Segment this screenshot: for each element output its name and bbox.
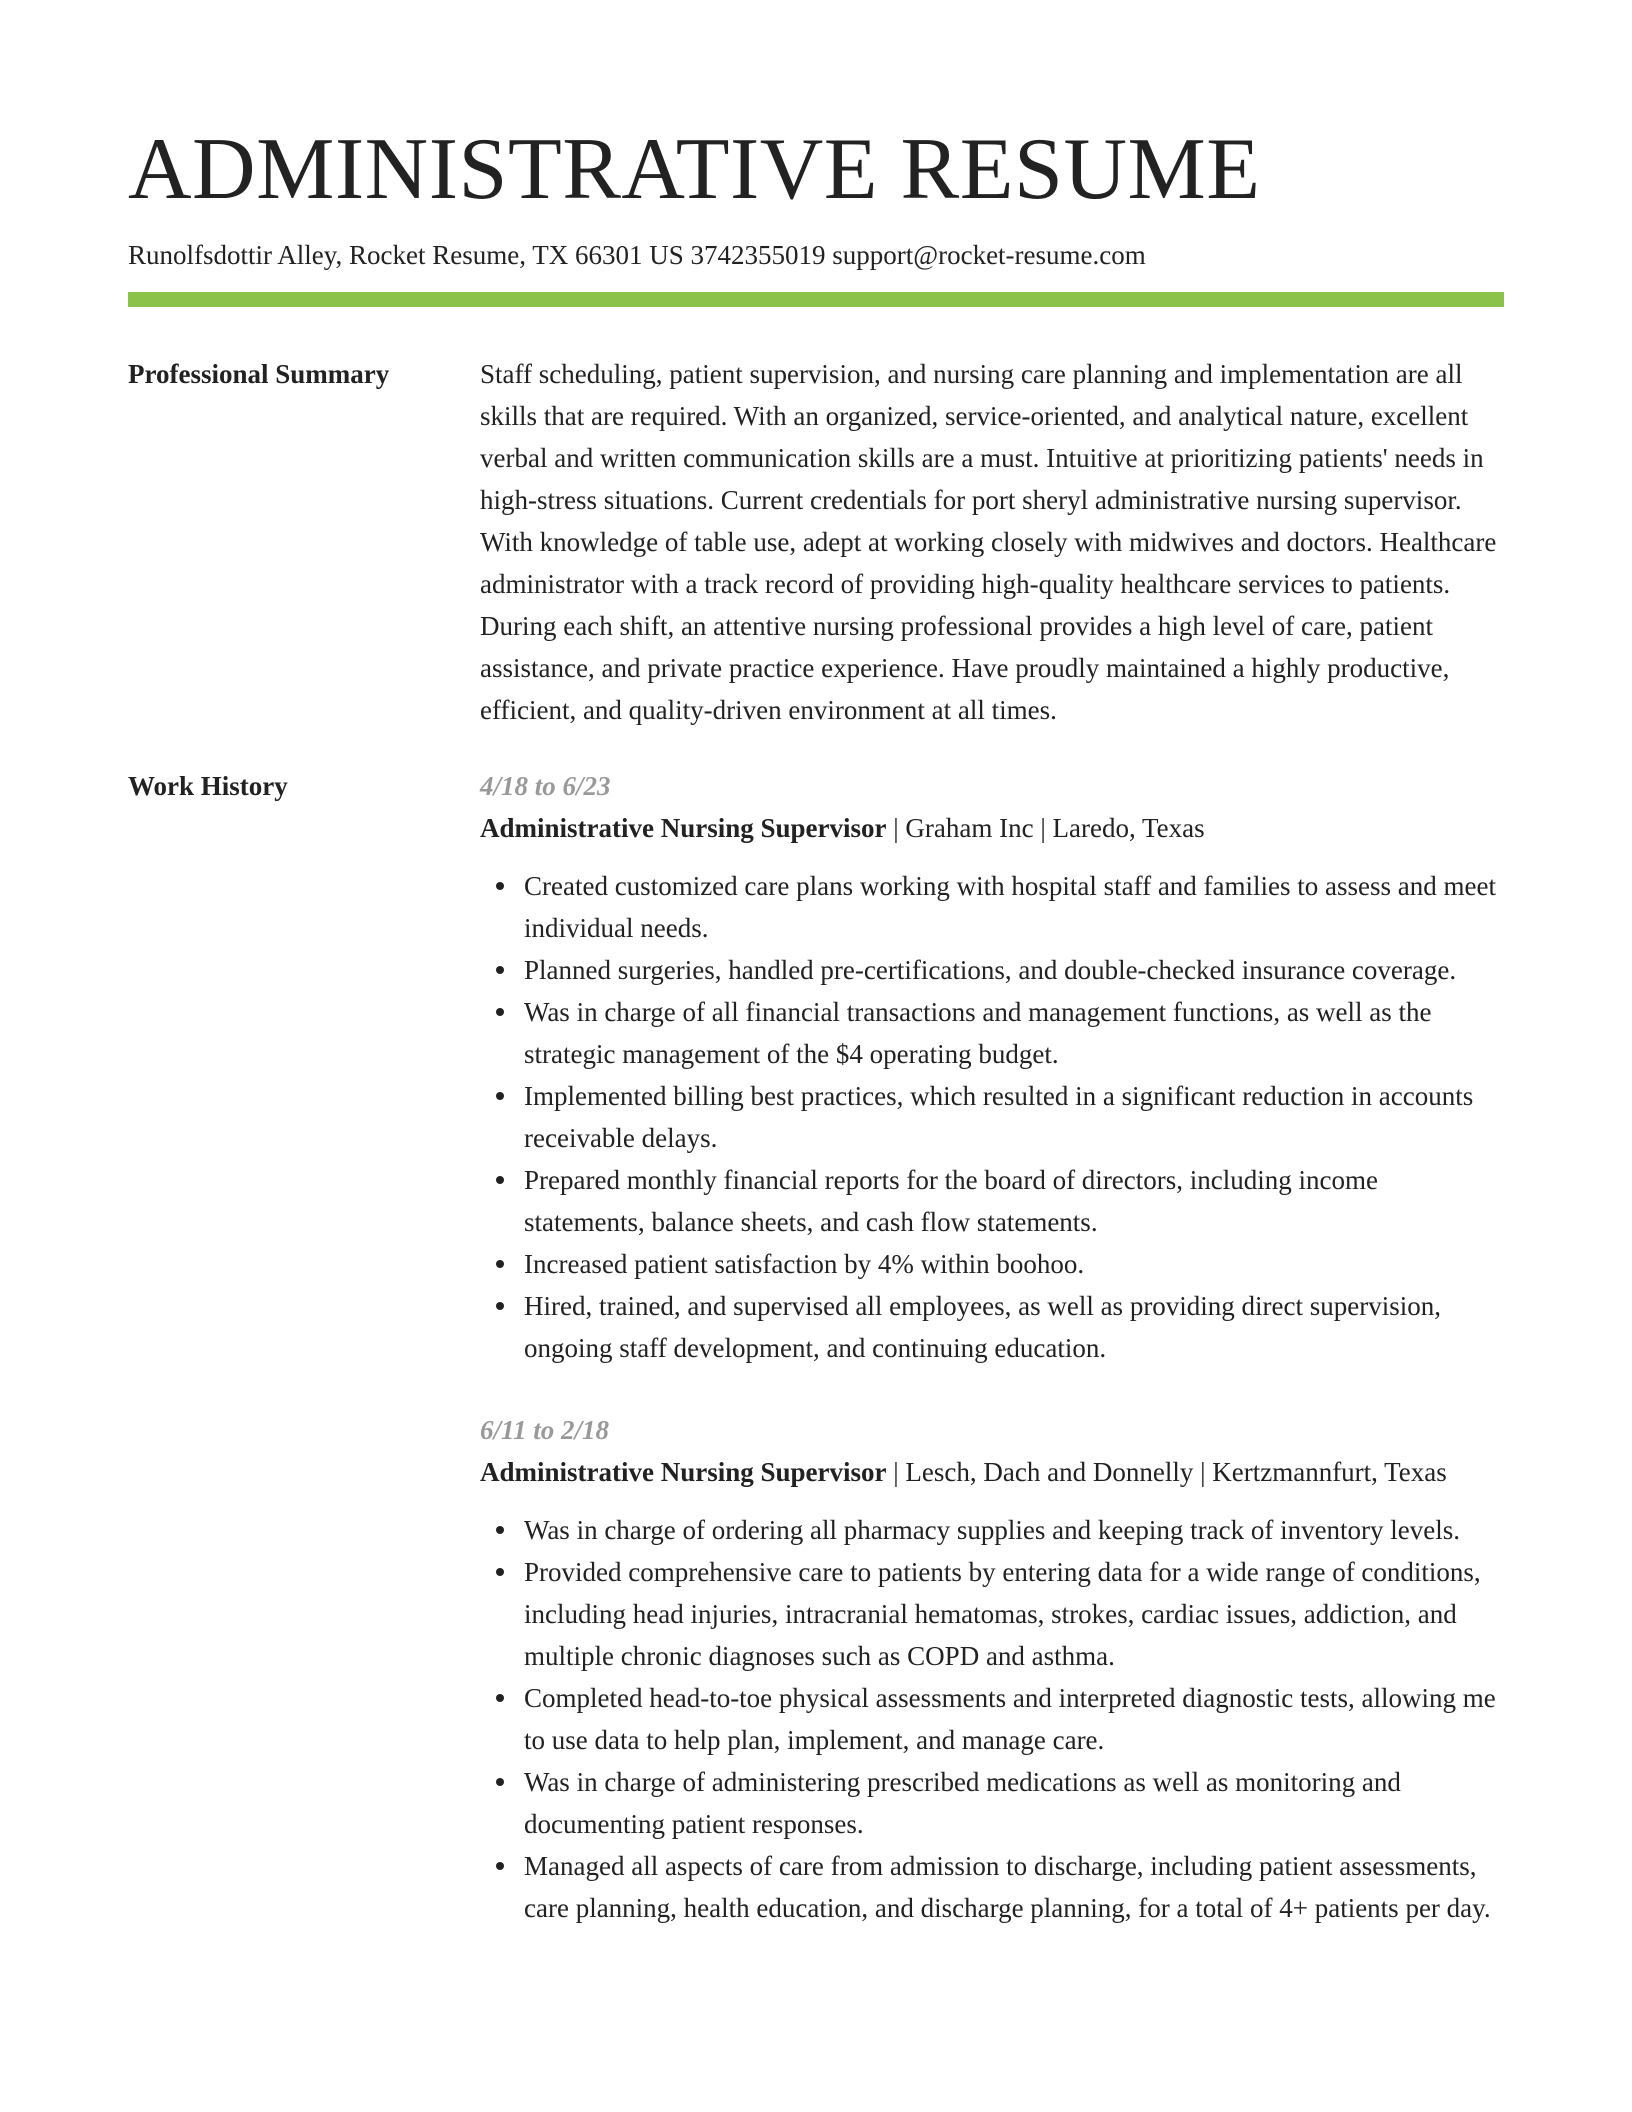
job-entry — [480, 765, 1504, 1369]
job-title: Administrative Nursing Supervisor — [480, 1457, 887, 1487]
job-title: Administrative Nursing Supervisor — [480, 813, 887, 843]
contact-info: Runolfsdottir Alley, Rocket Resume, TX 66301 US 3742355019 support@rocket-resume.com — [128, 240, 1146, 270]
summary-body — [480, 353, 1504, 731]
job-entry — [480, 1409, 1504, 1929]
job-bullets — [480, 865, 1504, 1369]
bullet-item: Created customized care plans working with hospital staff and families to assess and meet individual needs. — [524, 865, 1504, 949]
bullet-item: Increased patient satisfaction by 4% within boohoo. — [524, 1243, 1504, 1285]
bullet-item: Managed all aspects of care from admission to discharge, including patient assessments, care planning, health education, and discharge planning, for a total of 4+ patients per day. — [524, 1845, 1504, 1929]
bullet-item: Was in charge of ordering all pharmacy supplies and keeping track of inventory levels. — [524, 1509, 1504, 1551]
section-label-work: Work History — [128, 771, 288, 801]
bullet-item: Prepared monthly financial reports for the board of directors, including income statements, balance sheets, and cash flow statements. — [524, 1159, 1504, 1243]
header-divider — [128, 292, 1504, 307]
work-history-body — [480, 765, 1504, 1969]
section-label-summary: Professional Summary — [128, 359, 390, 389]
job-details: | Graham Inc | Laredo, Texas — [886, 813, 1205, 843]
resume-title: ADMINISTRATIVE RESUME — [128, 121, 1261, 218]
job-bullets — [480, 1509, 1504, 1929]
bullet-item: Provided comprehensive care to patients by entering data for a wide range of conditions, including head injuries, intracranial hematomas, strokes, cardiac issues, addiction, and multiple chronic diagnoses such as COPD and asthma. — [524, 1551, 1504, 1677]
job-heading — [480, 1451, 1504, 1493]
job-heading — [480, 807, 1504, 849]
bullet-item: Was in charge of administering prescribed medications as well as monitoring and documenting patient responses. — [524, 1761, 1504, 1845]
job-details: | Lesch, Dach and Donnelly | Kertzmannfurt, Texas — [886, 1457, 1447, 1487]
work-history-section — [128, 765, 1504, 1969]
summary-text: Staff scheduling, patient supervision, and nursing care planning and implementation are all skills that are required. With an organized, service-oriented, and analytical nature, excellent verbal and written communication skills are a must. Intuitive at prioritizing patients' needs in high-stress situations. Current credentials for port sheryl administrative nursing supervisor. With knowledge of table use, adept at working closely with midwives and doctors. Healthcare administrator with a track record of providing high-quality healthcare services to patients. During each shift, an attentive nursing professional provides a high level of care, patient assistance, and private practice experience. Have proudly maintained a highly productive, efficient, and quality-driven environment at all times. — [480, 359, 1497, 725]
job-dates: 6/11 to 2/18 — [480, 1415, 610, 1445]
bullet-item: Implemented billing best practices, which resulted in a significant reduction in accounts receivable delays. — [524, 1075, 1504, 1159]
bullet-item: Planned surgeries, handled pre-certifications, and double-checked insurance coverage. — [524, 949, 1504, 991]
resume-page — [128, 0, 1504, 1969]
bullet-item: Was in charge of all financial transactions and management functions, as well as the strategic management of the $4 operating budget. — [524, 991, 1504, 1075]
job-dates: 4/18 to 6/23 — [480, 771, 611, 801]
bullet-item: Hired, trained, and supervised all employees, as well as providing direct supervision, ongoing staff development, and continuing education. — [524, 1285, 1504, 1369]
professional-summary-section — [128, 353, 1504, 731]
bullet-item: Completed head-to-toe physical assessments and interpreted diagnostic tests, allowing me to use data to help plan, implement, and manage care. — [524, 1677, 1504, 1761]
